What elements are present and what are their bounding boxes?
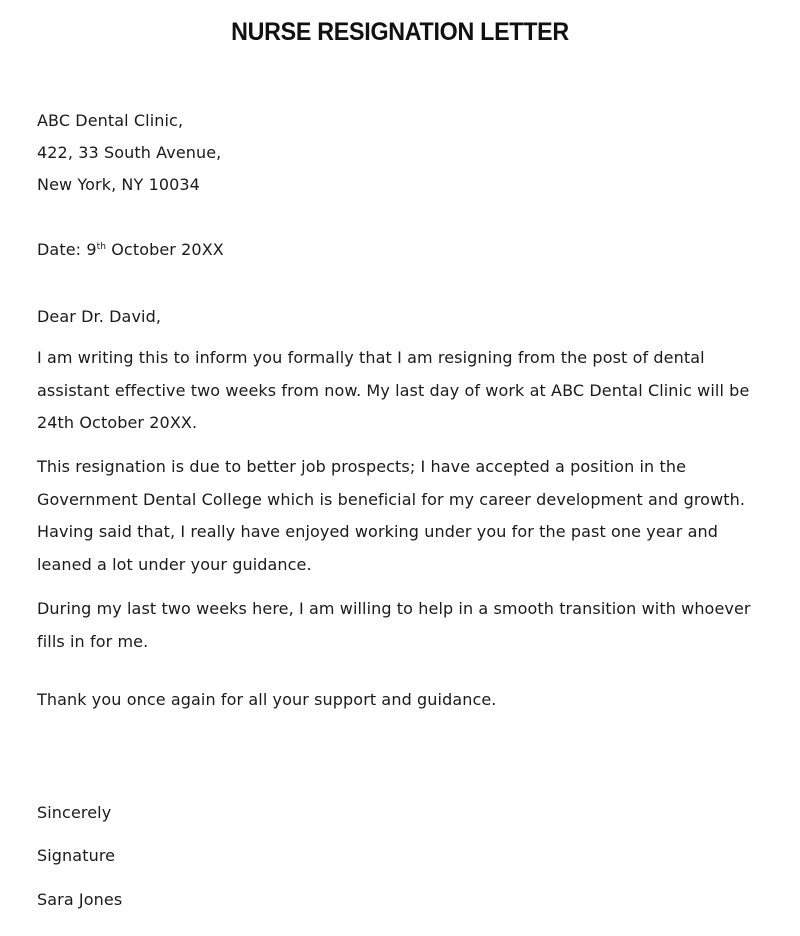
paragraph-line: During my last two weeks here, I am willing to help in a smooth transition with whoever xyxy=(37,599,751,618)
sender-name: Sara Jones xyxy=(37,890,123,909)
letter-date xyxy=(37,239,224,261)
paragraph-line: fills in for me. xyxy=(37,631,149,651)
paragraph-line: Having said that, I really have enjoyed working under you for the past one year and xyxy=(37,522,718,541)
signature-label: Signature xyxy=(37,846,116,865)
paragraph-line: leaned a lot under your guidance. xyxy=(37,554,312,574)
recipient-address-line-3: New York, NY 10034 xyxy=(37,175,200,194)
body-paragraph-3 xyxy=(37,593,767,658)
closing: Sincerely xyxy=(37,803,112,822)
letter-title: NURSE RESIGNATION LETTER xyxy=(231,18,569,46)
paragraph-line: This resignation is due to better job prospects; I have accepted a position in the xyxy=(37,457,687,476)
thanks-line: Thank you once again for all your support and guidance. xyxy=(37,690,497,709)
recipient-address-line-1: ABC Dental Clinic, xyxy=(37,111,184,130)
body-paragraph-2 xyxy=(37,451,767,581)
date-prefix: Date: 9 xyxy=(37,240,97,259)
body-paragraph-1 xyxy=(37,342,767,440)
paragraph-line: Government Dental College which is beneficial for my career development and growth. xyxy=(37,489,746,509)
paragraph-line: 24th October 20XX. xyxy=(37,413,198,432)
date-suffix: October 20XX xyxy=(106,240,224,259)
paragraph-line: I am writing this to inform you formally that I am resigning from the post of dental xyxy=(37,348,705,367)
paragraph-line: assistant effective two weeks from now. My last day of work at ABC Dental Clinic will be xyxy=(37,380,750,400)
salutation: Dear Dr. David, xyxy=(37,307,162,326)
date-ordinal: th xyxy=(96,242,107,252)
recipient-address-line-2: 422, 33 South Avenue, xyxy=(37,143,222,162)
